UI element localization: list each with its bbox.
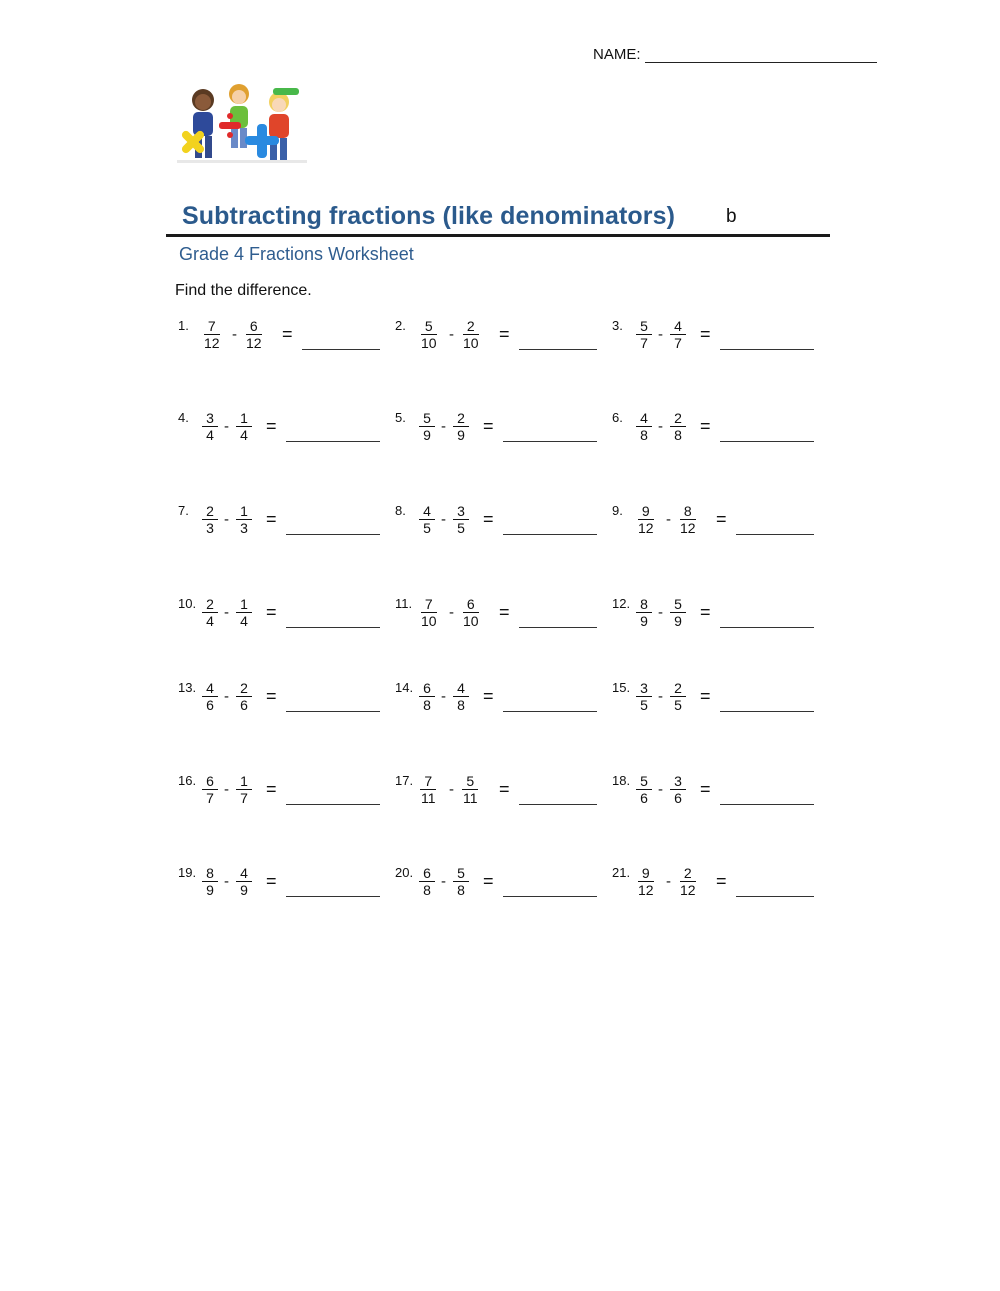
- problem-item: [178, 318, 383, 362]
- denominator: 9: [206, 882, 214, 898]
- numerator: 1: [236, 503, 252, 520]
- denominator: 3: [206, 520, 214, 536]
- problem-item: [178, 680, 383, 724]
- numerator: 4: [636, 410, 652, 427]
- denominator: 10: [421, 335, 437, 351]
- minus-sign: -: [232, 326, 237, 343]
- minus-sign: -: [666, 873, 671, 890]
- problem-item: [612, 865, 817, 909]
- fraction-subtrahend: [244, 318, 264, 351]
- minus-sign: -: [224, 604, 229, 621]
- problem-item: [178, 503, 383, 547]
- instructions: Find the difference.: [175, 282, 312, 299]
- problem-item: [612, 596, 817, 640]
- answer-blank[interactable]: [720, 440, 814, 442]
- fraction-subtrahend: [453, 410, 469, 443]
- numerator: 2: [670, 680, 686, 697]
- problem-item: [612, 410, 817, 454]
- equals-sign: =: [483, 686, 494, 706]
- equals-sign: =: [483, 509, 494, 529]
- denominator: 9: [674, 613, 682, 629]
- minus-sign: -: [441, 511, 446, 528]
- fraction-minuend: [419, 410, 435, 443]
- minus-sign: -: [666, 511, 671, 528]
- denominator: 6: [674, 790, 682, 806]
- fraction-minuend: [419, 503, 435, 536]
- problem-item: [612, 318, 817, 362]
- denominator: 12: [680, 520, 696, 536]
- numerator: 5: [453, 865, 469, 882]
- numerator: 2: [202, 503, 218, 520]
- problem-item: [395, 773, 600, 817]
- fraction-minuend: [636, 410, 652, 443]
- fraction-minuend: [636, 865, 656, 898]
- fraction-subtrahend: [236, 596, 252, 629]
- fraction-subtrahend: [670, 680, 686, 713]
- fraction-subtrahend: [236, 503, 252, 536]
- minus-sign: -: [224, 688, 229, 705]
- problem-number: 14.: [395, 680, 414, 695]
- fraction-subtrahend: [461, 318, 481, 351]
- problem-number: 5.: [395, 410, 406, 425]
- name-answer-line[interactable]: [645, 46, 877, 63]
- answer-blank[interactable]: [720, 803, 814, 805]
- answer-blank[interactable]: [503, 895, 597, 897]
- fraction-subtrahend: [236, 410, 252, 443]
- numerator: 5: [636, 773, 652, 790]
- minus-sign: -: [224, 511, 229, 528]
- fraction-subtrahend: [678, 865, 698, 898]
- minus-sign: -: [449, 781, 454, 798]
- fraction-minuend: [636, 596, 652, 629]
- denominator: 9: [240, 882, 248, 898]
- minus-sign: -: [441, 418, 446, 435]
- worksheet-subtitle: Grade 4 Fractions Worksheet: [179, 244, 414, 264]
- problem-number: 20.: [395, 865, 414, 880]
- fraction-minuend: [419, 773, 438, 806]
- fraction-minuend: [202, 318, 222, 351]
- numerator: 6: [202, 773, 218, 790]
- fraction-minuend: [419, 865, 435, 898]
- numerator: 6: [419, 865, 435, 882]
- problem-item: [395, 865, 600, 909]
- problem-number: 9.: [612, 503, 623, 518]
- fraction-minuend: [636, 503, 656, 536]
- numerator: 2: [236, 680, 252, 697]
- numerator: 6: [463, 596, 479, 613]
- minus-sign: -: [658, 418, 663, 435]
- denominator: 6: [640, 790, 648, 806]
- numerator: 6: [419, 680, 435, 697]
- numerator: 7: [421, 596, 437, 613]
- numerator: 5: [421, 318, 437, 335]
- equals-sign: =: [282, 324, 293, 344]
- denominator: 12: [246, 335, 262, 351]
- fraction-subtrahend: [453, 503, 469, 536]
- numerator: 2: [453, 410, 469, 427]
- equals-sign: =: [716, 509, 727, 529]
- numerator: 4: [670, 318, 686, 335]
- problem-item: [612, 503, 817, 547]
- minus-sign: -: [441, 688, 446, 705]
- answer-blank[interactable]: [519, 626, 597, 628]
- problem-item: [178, 410, 383, 454]
- numerator: 8: [680, 503, 696, 520]
- denominator: 3: [240, 520, 248, 536]
- worksheet-title: Subtracting fractions (like denominators): [182, 202, 676, 230]
- minus-sign: -: [658, 688, 663, 705]
- numerator: 9: [638, 865, 654, 882]
- denominator: 12: [638, 882, 654, 898]
- answer-blank[interactable]: [720, 710, 814, 712]
- denominator: 7: [240, 790, 248, 806]
- numerator: 2: [202, 596, 218, 613]
- equals-sign: =: [700, 779, 711, 799]
- numerator: 5: [462, 773, 478, 790]
- equals-sign: =: [499, 602, 510, 622]
- denominator: 10: [463, 613, 479, 629]
- denominator: 12: [638, 520, 654, 536]
- numerator: 7: [204, 318, 220, 335]
- problem-item: [612, 773, 817, 817]
- denominator: 5: [674, 697, 682, 713]
- problem-item: [395, 596, 600, 640]
- fraction-subtrahend: [670, 318, 686, 351]
- numerator: 4: [236, 865, 252, 882]
- fraction-minuend: [636, 773, 652, 806]
- numerator: 4: [453, 680, 469, 697]
- numerator: 2: [670, 410, 686, 427]
- equals-sign: =: [266, 509, 277, 529]
- denominator: 12: [680, 882, 696, 898]
- fraction-subtrahend: [461, 773, 480, 806]
- numerator: 8: [202, 865, 218, 882]
- minus-sign: -: [658, 326, 663, 343]
- equals-sign: =: [700, 686, 711, 706]
- problem-number: 21.: [612, 865, 631, 880]
- fraction-minuend: [202, 773, 218, 806]
- equals-sign: =: [266, 779, 277, 799]
- fraction-subtrahend: [670, 596, 686, 629]
- answer-blank[interactable]: [286, 533, 380, 535]
- fraction-subtrahend: [670, 773, 686, 806]
- problem-item: [395, 680, 600, 724]
- denominator: 8: [457, 882, 465, 898]
- denominator: 6: [206, 697, 214, 713]
- equals-sign: =: [266, 686, 277, 706]
- denominator: 10: [421, 613, 437, 629]
- minus-sign: -: [658, 781, 663, 798]
- numerator: 4: [202, 680, 218, 697]
- denominator: 5: [640, 697, 648, 713]
- name-field[interactable]: [593, 46, 877, 63]
- minus-sign: -: [224, 873, 229, 890]
- problem-number: 13.: [178, 680, 197, 695]
- numerator: 6: [246, 318, 262, 335]
- problem-number: 17.: [395, 773, 414, 788]
- fraction-minuend: [636, 680, 652, 713]
- problem-item: [178, 596, 383, 640]
- title-suffix: b: [726, 206, 737, 227]
- answer-blank[interactable]: [286, 710, 380, 712]
- equals-sign: =: [266, 602, 277, 622]
- denominator: 10: [463, 335, 479, 351]
- denominator: 6: [240, 697, 248, 713]
- fraction-subtrahend: [236, 773, 252, 806]
- equals-sign: =: [716, 871, 727, 891]
- problem-number: 16.: [178, 773, 197, 788]
- answer-blank[interactable]: [736, 895, 814, 897]
- problem-item: [395, 410, 600, 454]
- fraction-minuend: [202, 680, 218, 713]
- fraction-minuend: [202, 865, 218, 898]
- denominator: 8: [423, 697, 431, 713]
- numerator: 3: [453, 503, 469, 520]
- fraction-minuend: [419, 680, 435, 713]
- equals-sign: =: [266, 416, 277, 436]
- minus-sign: -: [224, 781, 229, 798]
- answer-blank[interactable]: [720, 626, 814, 628]
- problem-number: 6.: [612, 410, 623, 425]
- equals-sign: =: [700, 324, 711, 344]
- answer-blank[interactable]: [720, 348, 814, 350]
- problem-number: 10.: [178, 596, 197, 611]
- fraction-subtrahend: [461, 596, 481, 629]
- answer-blank[interactable]: [736, 533, 814, 535]
- answer-blank[interactable]: [286, 895, 380, 897]
- equals-sign: =: [483, 416, 494, 436]
- denominator: 8: [674, 427, 682, 443]
- fraction-minuend: [419, 596, 439, 629]
- problem-number: 3.: [612, 318, 623, 333]
- numerator: 4: [419, 503, 435, 520]
- problem-number: 19.: [178, 865, 197, 880]
- kids-math-logo: [173, 82, 313, 178]
- numerator: 7: [420, 773, 436, 790]
- fraction-minuend: [419, 318, 439, 351]
- answer-blank[interactable]: [302, 348, 380, 350]
- denominator: 11: [421, 790, 436, 806]
- denominator: 11: [463, 790, 478, 806]
- problem-number: 7.: [178, 503, 189, 518]
- equals-sign: =: [266, 871, 277, 891]
- equals-sign: =: [499, 779, 510, 799]
- problem-number: 1.: [178, 318, 189, 333]
- equals-sign: =: [499, 324, 510, 344]
- numerator: 1: [236, 773, 252, 790]
- fraction-minuend: [636, 318, 652, 351]
- fraction-subtrahend: [236, 865, 252, 898]
- minus-sign: -: [658, 604, 663, 621]
- numerator: 5: [670, 596, 686, 613]
- fraction-minuend: [202, 503, 218, 536]
- fraction-subtrahend: [453, 865, 469, 898]
- fraction-minuend: [202, 596, 218, 629]
- denominator: 4: [206, 613, 214, 629]
- problem-number: 11.: [395, 596, 413, 611]
- denominator: 4: [240, 613, 248, 629]
- problem-number: 15.: [612, 680, 631, 695]
- answer-blank[interactable]: [503, 533, 597, 535]
- problem-item: [612, 680, 817, 724]
- answer-blank[interactable]: [286, 440, 380, 442]
- problem-item: [178, 865, 383, 909]
- minus-sign: -: [224, 418, 229, 435]
- problem-item: [395, 503, 600, 547]
- denominator: 9: [457, 427, 465, 443]
- problem-number: 4.: [178, 410, 189, 425]
- denominator: 5: [423, 520, 431, 536]
- denominator: 4: [206, 427, 214, 443]
- answer-blank[interactable]: [503, 440, 597, 442]
- minus-sign: -: [449, 604, 454, 621]
- title-bar: [166, 200, 830, 237]
- problem-number: 2.: [395, 318, 406, 333]
- answer-blank[interactable]: [286, 626, 380, 628]
- problem-number: 8.: [395, 503, 406, 518]
- denominator: 4: [240, 427, 248, 443]
- problem-item: [395, 318, 600, 362]
- denominator: 7: [206, 790, 214, 806]
- numerator: 1: [236, 410, 252, 427]
- equals-sign: =: [700, 416, 711, 436]
- denominator: 9: [423, 427, 431, 443]
- name-label: NAME:: [593, 46, 641, 63]
- numerator: 8: [636, 596, 652, 613]
- numerator: 9: [638, 503, 654, 520]
- answer-blank[interactable]: [519, 348, 597, 350]
- problem-item: [178, 773, 383, 817]
- answer-blank[interactable]: [503, 710, 597, 712]
- problem-number: 12.: [612, 596, 631, 611]
- denominator: 7: [674, 335, 682, 351]
- numerator: 2: [680, 865, 696, 882]
- fraction-subtrahend: [670, 410, 686, 443]
- denominator: 8: [423, 882, 431, 898]
- numerator: 3: [202, 410, 218, 427]
- equals-sign: =: [483, 871, 494, 891]
- fraction-subtrahend: [678, 503, 698, 536]
- equals-sign: =: [700, 602, 711, 622]
- numerator: 1: [236, 596, 252, 613]
- denominator: 5: [457, 520, 465, 536]
- numerator: 5: [636, 318, 652, 335]
- fraction-subtrahend: [236, 680, 252, 713]
- denominator: 7: [640, 335, 648, 351]
- fraction-minuend: [202, 410, 218, 443]
- minus-sign: -: [449, 326, 454, 343]
- numerator: 2: [463, 318, 479, 335]
- numerator: 3: [670, 773, 686, 790]
- denominator: 8: [457, 697, 465, 713]
- numerator: 5: [419, 410, 435, 427]
- denominator: 8: [640, 427, 648, 443]
- problem-number: 18.: [612, 773, 631, 788]
- denominator: 12: [204, 335, 220, 351]
- denominator: 9: [640, 613, 648, 629]
- answer-blank[interactable]: [286, 803, 380, 805]
- minus-sign: -: [441, 873, 446, 890]
- numerator: 3: [636, 680, 652, 697]
- answer-blank[interactable]: [519, 803, 597, 805]
- fraction-subtrahend: [453, 680, 469, 713]
